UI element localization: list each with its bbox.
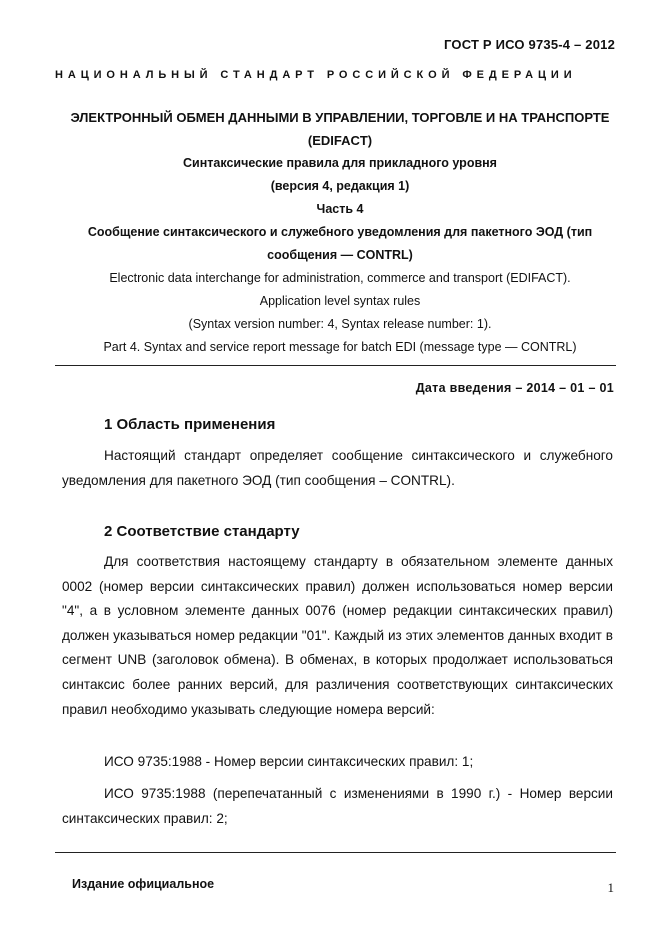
paragraph: Для соответствия настоящему стандарту в обязательном элементе данных 0002 (номер версии синтаксических правил) должен использоваться номер версии "4", а в условном элементе данных 0076 (номер редакции синтаксических правил) должен указываться номер редакции "01". Каждый из этих элементов данных входит в сегмент UNB (заголовок обмена). В обменах, в которых продолжает использоваться синтаксис более ранних версий, для различения соответствующих синтаксических правил необходимо указывать следующие номера версий: <box>62 554 613 717</box>
title-ru-line2: (EDIFACT) <box>307 133 373 148</box>
version-en: (Syntax version number: 4, Syntax release number: 1). <box>188 317 492 331</box>
national-standard-header: НАЦИОНАЛЬНЫЙ СТАНДАРТ РОССИЙСКОЙ ФЕДЕРАЦИИ <box>55 69 577 81</box>
official-edition-label: Издание официальное <box>72 877 215 891</box>
standard-number: ГОСТ Р ИСО 9735-4 – 2012 <box>444 37 615 52</box>
paragraph: ИСО 9735:1988 (перепечатанный с изменениями в 1990 г.) - Номер версии синтаксических правил: 2; <box>62 786 613 826</box>
part-title-ru-line1: Сообщение синтаксического и служебного уведомления для пакетного ЭОД (тип <box>87 225 593 239</box>
paragraph: ИСО 9735:1988 - Номер версии синтаксических правил: 1; <box>104 754 474 769</box>
paragraph: Настоящий стандарт определяет сообщение синтаксического и служебного уведомления для пакетного ЭОД (тип сообщения – CONTRL). <box>62 448 613 488</box>
title-block <box>55 106 625 359</box>
subtitle-en: Application level syntax rules <box>259 294 421 308</box>
part-en: Part 4. Syntax and service report message for batch EDI (message type — CONTRL) <box>103 340 577 354</box>
page-number: 1 <box>607 880 614 895</box>
introduction-date: Дата введения – 2014 – 01 – 01 <box>415 381 614 395</box>
footer-divider <box>55 852 616 853</box>
title-divider <box>55 365 616 366</box>
part-ru: Часть 4 <box>316 202 364 216</box>
section-heading-conformance: 2 Соответствие стандарту <box>104 523 300 540</box>
title-ru-line1: ЭЛЕКТРОННЫЙ ОБМЕН ДАННЫМИ В УПРАВЛЕНИИ, ТОРГОВЛЕ И НА ТРАНСПОРТЕ <box>70 110 610 125</box>
subtitle-ru: Синтаксические правила для прикладного уровня <box>183 156 497 170</box>
part-title-ru-line2: сообщения — CONTRL) <box>267 248 413 262</box>
title-en: Electronic data interchange for administration, commerce and transport (EDIFACT). <box>109 271 571 285</box>
section-heading-scope: 1 Область применения <box>104 416 276 433</box>
version-ru: (версия 4, редакция 1) <box>270 179 410 193</box>
